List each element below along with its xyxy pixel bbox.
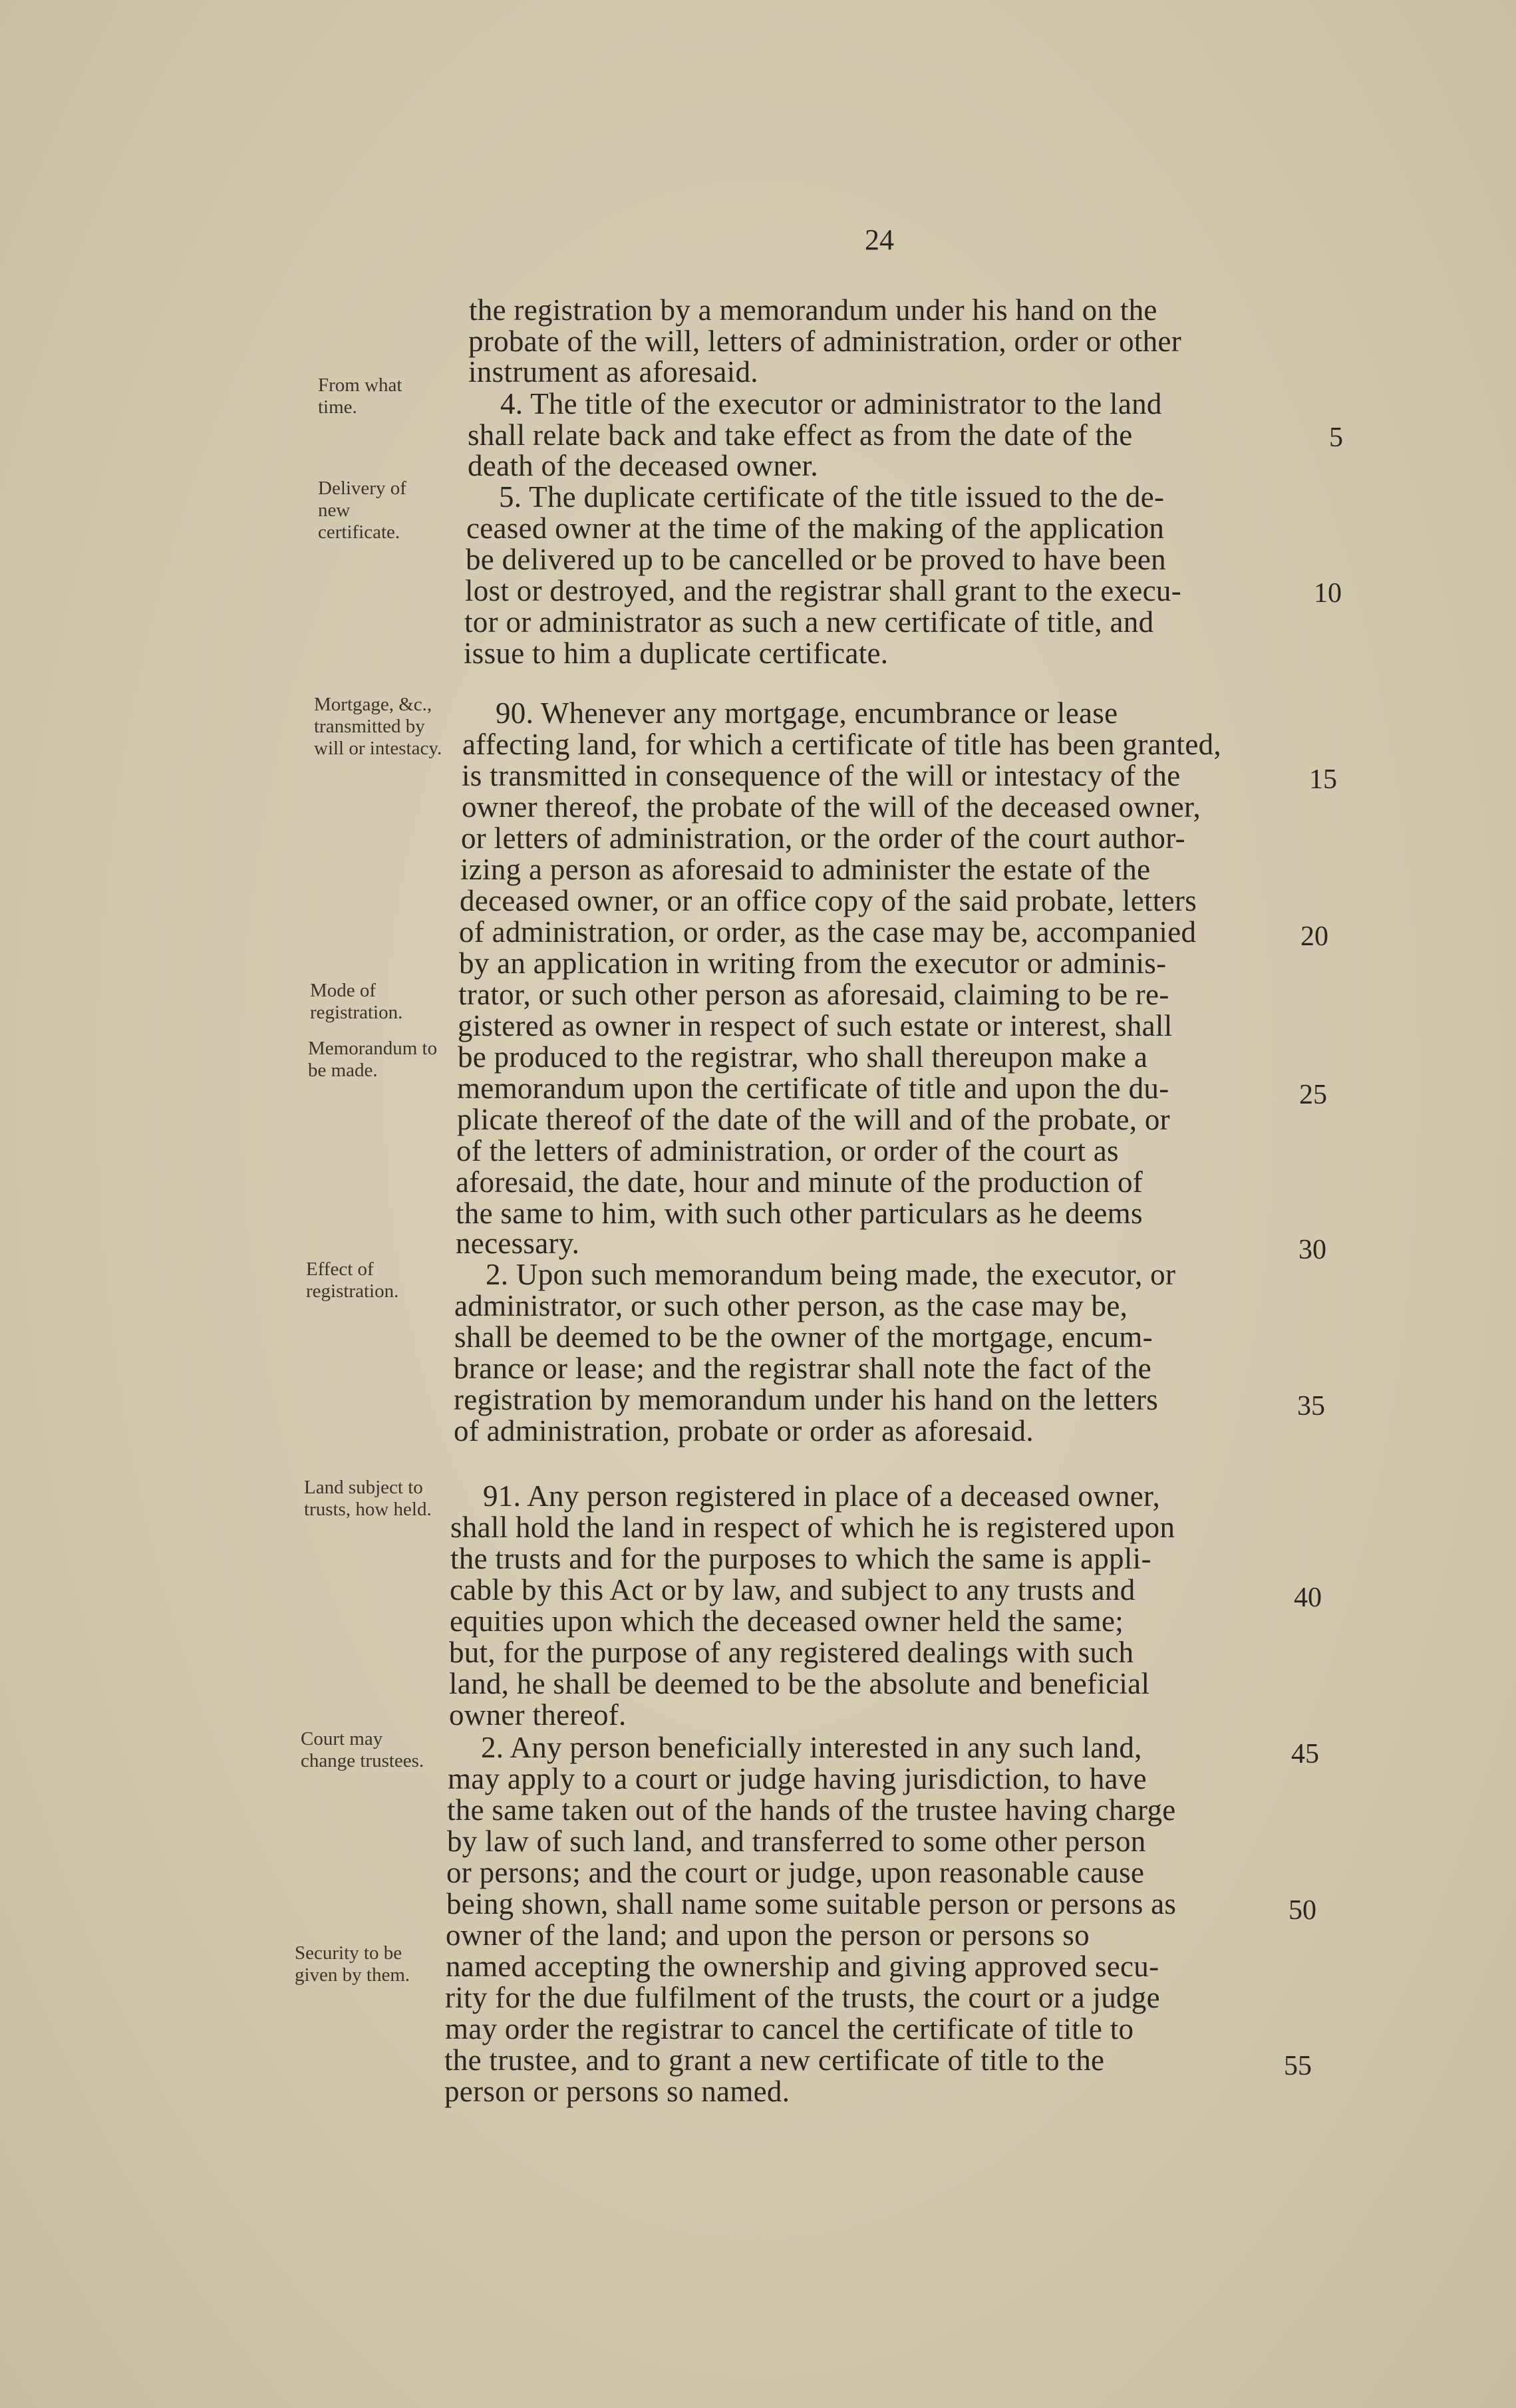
text-line: 2. Any person beneficially interested in any such land, [481, 1731, 1142, 1764]
text-line: of administration, probate or order as aforesaid. [454, 1414, 1034, 1447]
text-line: cable by this Act or by law, and subject to any trusts and [450, 1573, 1136, 1606]
text-line: the same to him, with such other particulars as he deems [456, 1197, 1143, 1230]
line-number: 25 [1299, 1080, 1327, 1110]
text-line: of the letters of administration, or order of the court as [456, 1134, 1119, 1167]
text-line: equities upon which the deceased owner held the same; [450, 1604, 1124, 1638]
line-number: 45 [1291, 1739, 1319, 1769]
margin-note-security: Security to be given by them. [295, 1942, 410, 1986]
text-line: or letters of administration, or the order of the court author- [461, 822, 1185, 855]
text-line: shall relate back and take effect as from the date of the [468, 418, 1133, 452]
text-line: instrument as aforesaid. [468, 355, 758, 388]
text-line: issue to him a duplicate certificate. [464, 637, 889, 670]
page-number: 24 [865, 224, 894, 256]
line-number: 40 [1294, 1582, 1322, 1613]
line-number: 10 [1314, 578, 1342, 609]
text-line: tor or administrator as such a new certificate of title, and [464, 605, 1154, 639]
line-number: 15 [1309, 764, 1337, 795]
text-line: affecting land, for which a certificate of title has been granted, [462, 728, 1221, 761]
text-line: person or persons so named. [444, 2075, 790, 2108]
text-line: administrator, or such other person, as the case may be, [454, 1289, 1128, 1322]
text-line: is transmitted in consequence of the will or intestacy of the [462, 759, 1181, 792]
text-line: ceased owner at the time of the making of the application [466, 512, 1165, 545]
line-number: 35 [1297, 1391, 1325, 1422]
section-90-first-line: 90. Whenever any mortgage, encumbrance or lease [496, 696, 1118, 730]
text-line: owner of the land; and upon the person or persons so [446, 1918, 1090, 1952]
text-line: deceased owner, or an office copy of the said probate, letters [460, 884, 1197, 917]
line-number: 55 [1284, 2051, 1312, 2081]
margin-note-mortgage-transmitted: Mortgage, &c., transmitted by will or intestacy. [314, 694, 442, 759]
text-line: shall be deemed to be the owner of the mortgage, encum- [454, 1320, 1153, 1354]
line-number: 20 [1300, 921, 1328, 952]
margin-note-mode-of-registration: Mode of registration. [310, 980, 403, 1023]
text-line: aforesaid, the date, hour and minute of the production of [456, 1165, 1143, 1199]
text-line: gistered as owner in respect of such estate or interest, shall [458, 1009, 1173, 1042]
text-line: trator, or such other person as aforesaid, claiming to be re- [458, 978, 1169, 1011]
margin-note-delivery: Delivery of new certificate. [318, 478, 406, 543]
text-line: izing a person as aforesaid to administer the estate of the [460, 853, 1151, 886]
text-line: may order the registrar to cancel the certificate of title to [445, 2012, 1134, 2045]
text-line: owner thereof. [449, 1698, 627, 1731]
margin-note-land-subject-to-trusts: Land subject to trusts, how held. [304, 1477, 432, 1520]
text-line: registration by memorandum under his hand on the letters [454, 1383, 1159, 1416]
line-number: 30 [1298, 1235, 1326, 1265]
margin-note-effect-of-registration: Effect of registration. [306, 1259, 399, 1302]
line-number: 5 [1329, 422, 1343, 453]
text-line: named accepting the ownership and giving approved secu- [446, 1950, 1159, 1983]
text-line: 2. Upon such memorandum being made, the executor, or [486, 1258, 1176, 1291]
text-line: necessary. [456, 1227, 580, 1260]
text-line: owner thereof, the probate of the will of the deceased owner, [462, 790, 1201, 824]
text-line: lost or destroyed, and the registrar shall grant to the execu- [465, 574, 1182, 607]
text-line: by an application in writing from the executor or adminis- [459, 947, 1167, 980]
text-line: be produced to the registrar, who shall thereupon make a [458, 1040, 1148, 1074]
text-line: the same taken out of the hands of the trustee having charge [447, 1793, 1176, 1827]
text-line: shall hold the land in respect of which he is registered upon [450, 1511, 1175, 1544]
margin-note-from-what-time: From what time. [318, 375, 402, 418]
margin-note-memorandum: Memorandum to be made. [308, 1038, 438, 1081]
text-line: death of the deceased owner. [468, 449, 818, 482]
text-line: probate of the will, letters of administration, order or other [468, 325, 1182, 358]
text-line: by law of such land, and transferred to some other person [447, 1825, 1146, 1858]
line-number: 50 [1289, 1895, 1316, 1926]
text-line: be delivered up to be cancelled or be proved to have been [466, 543, 1166, 576]
text-line: may apply to a court or judge having jurisdiction, to have [448, 1762, 1147, 1795]
margin-note-court-may-change: Court may change trustees. [301, 1728, 424, 1771]
text-line: brance or lease; and the registrar shall note the fact of the [454, 1352, 1152, 1385]
text-line: but, for the purpose of any registered dealings with such [449, 1636, 1134, 1669]
text-line: being shown, shall name some suitable person or persons as [446, 1887, 1177, 1920]
text-line: land, he shall be deemed to be the absolute and beneficial [449, 1667, 1150, 1700]
text-line: rity for the due fulfilment of the trusts, the court or a judge [445, 1981, 1160, 2014]
text-line: of administration, or order, as the case may be, accompanied [459, 915, 1197, 949]
text-line: the registration by a memorandum under his hand on the [469, 293, 1157, 327]
text-line: plicate thereof of the date of the will and of the probate, or [457, 1103, 1170, 1136]
section-91-first-line: 91. Any person registered in place of a deceased owner, [483, 1479, 1161, 1513]
text-line: the trusts and for the purposes to which the same is appli- [450, 1542, 1151, 1575]
text-line: 5. The duplicate certificate of the title issued to the de- [499, 480, 1165, 514]
text-line: memorandum upon the certificate of title and upon the du- [457, 1072, 1169, 1105]
text-line: 4. The title of the executor or administrator to the land [500, 387, 1162, 420]
text-line: or persons; and the court or judge, upon reasonable cause [446, 1856, 1145, 1889]
text-line: the trustee, and to grant a new certificate of title to the [444, 2043, 1105, 2077]
